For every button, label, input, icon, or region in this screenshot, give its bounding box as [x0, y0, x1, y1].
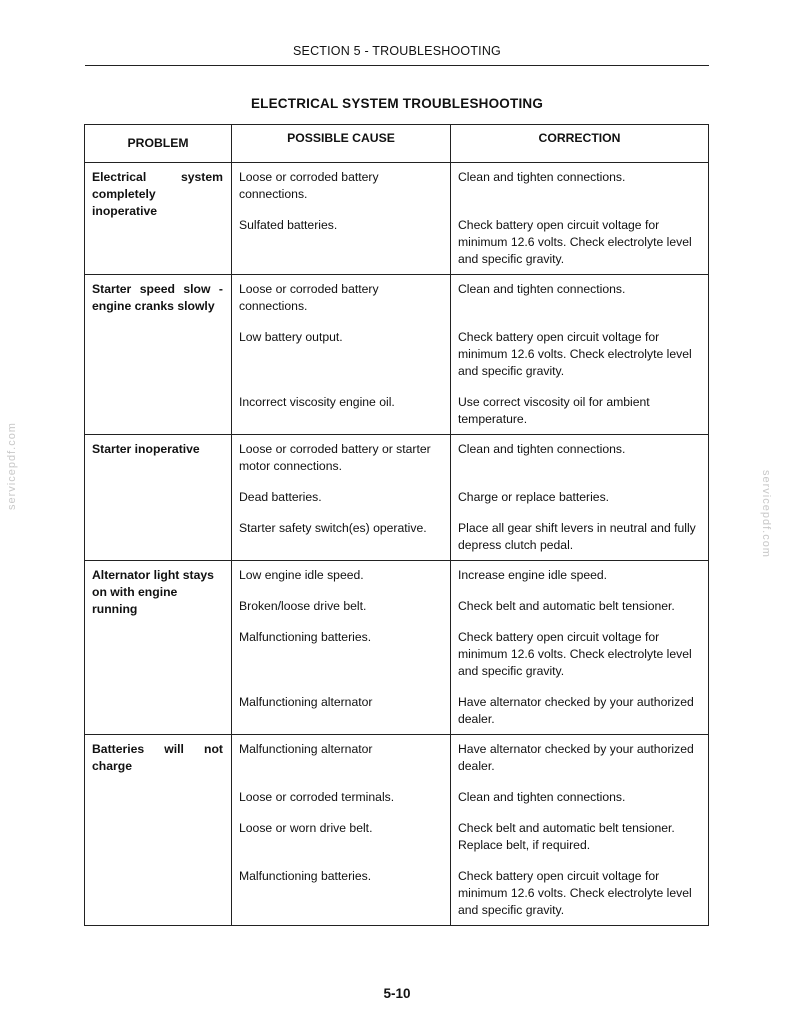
watermark-left: servicepdf.com — [6, 422, 18, 510]
cause-item: Loose or corroded terminals. — [239, 790, 395, 804]
correction-item: Check battery open circuit voltage for minimum 12.6 volts. Check electrolyte level and specific gravity. — [458, 630, 692, 678]
cause-item: Loose or worn drive belt. — [239, 821, 373, 835]
correction-cell — [451, 435, 709, 561]
problem-cell: Alternator light stays on with engine running — [85, 561, 232, 735]
correction-item: Clean and tighten connections. — [458, 790, 626, 804]
correction-item: Check battery open circuit voltage for minimum 12.6 volts. Check electrolyte level and specific gravity. — [458, 869, 692, 917]
cause-item: Loose or corroded battery or starter motor connections. — [239, 442, 431, 473]
correction-item: Charge or replace batteries. — [458, 490, 610, 504]
table-header-row — [85, 125, 709, 163]
column-header-cause: POSSIBLE CAUSE — [232, 125, 451, 163]
table-row — [85, 275, 709, 435]
correction-item: Clean and tighten connections. — [458, 170, 626, 184]
correction-item: Clean and tighten connections. — [458, 282, 626, 296]
correction-item: Check belt and automatic belt tensioner. Replace belt, if required. — [458, 821, 675, 852]
correction-item: Check belt and automatic belt tensioner. — [458, 599, 675, 613]
correction-item: Have alternator checked by your authorized dealer. — [458, 742, 694, 773]
correction-item: Use correct viscosity oil for ambient temperature. — [458, 395, 650, 426]
column-header-correction: CORRECTION — [451, 125, 709, 163]
problem-cell: Starter speed slow - engine cranks slowly — [85, 275, 232, 435]
correction-cell — [451, 561, 709, 735]
column-header-problem: PROBLEM — [85, 125, 232, 163]
problem-cell: Electrical system completely inoperative — [85, 163, 232, 275]
correction-cell — [451, 163, 709, 275]
cause-item: Malfunctioning alternator — [239, 695, 373, 709]
cause-item: Low engine idle speed. — [239, 568, 364, 582]
correction-cell — [451, 735, 709, 926]
cause-item: Malfunctioning batteries. — [239, 630, 372, 644]
cause-item: Dead batteries. — [239, 490, 322, 504]
correction-item: Check battery open circuit voltage for minimum 12.6 volts. Check electrolyte level and specific gravity. — [458, 218, 692, 266]
cause-cell — [232, 561, 451, 735]
header-rule — [85, 65, 709, 66]
table-row — [85, 561, 709, 735]
cause-item: Loose or corroded battery connections. — [239, 282, 379, 313]
cause-item: Loose or corroded battery connections. — [239, 170, 379, 201]
section-header: SECTION 5 - TROUBLESHOOTING — [293, 44, 501, 58]
correction-item: Clean and tighten connections. — [458, 442, 626, 456]
cause-item: Broken/loose drive belt. — [239, 599, 367, 613]
correction-cell — [451, 275, 709, 435]
page-title: ELECTRICAL SYSTEM TROUBLESHOOTING — [250, 96, 544, 111]
table-row — [85, 163, 709, 275]
cause-cell — [232, 435, 451, 561]
correction-item: Have alternator checked by your authorized dealer. — [458, 695, 694, 726]
cause-item: Incorrect viscosity engine oil. — [239, 395, 395, 409]
cause-cell — [232, 163, 451, 275]
table-row — [85, 735, 709, 926]
cause-item: Starter safety switch(es) operative. — [239, 521, 427, 535]
correction-item: Increase engine idle speed. — [458, 568, 608, 582]
cause-item: Malfunctioning batteries. — [239, 869, 372, 883]
cause-cell — [232, 275, 451, 435]
page-number: 5-10 — [383, 986, 411, 1001]
problem-cell: Batteries will not charge — [85, 735, 232, 926]
cause-item: Malfunctioning alternator — [239, 742, 373, 756]
cause-cell — [232, 735, 451, 926]
cause-item: Low battery output. — [239, 330, 343, 344]
watermark-right: servicepdf.com — [760, 470, 772, 558]
correction-item: Place all gear shift levers in neutral and fully depress clutch pedal. — [458, 521, 696, 552]
troubleshooting-table — [84, 124, 709, 926]
correction-item: Check battery open circuit voltage for minimum 12.6 volts. Check electrolyte level and specific gravity. — [458, 330, 692, 378]
problem-cell: Starter inoperative — [85, 435, 232, 561]
table-row — [85, 435, 709, 561]
cause-item: Sulfated batteries. — [239, 218, 338, 232]
